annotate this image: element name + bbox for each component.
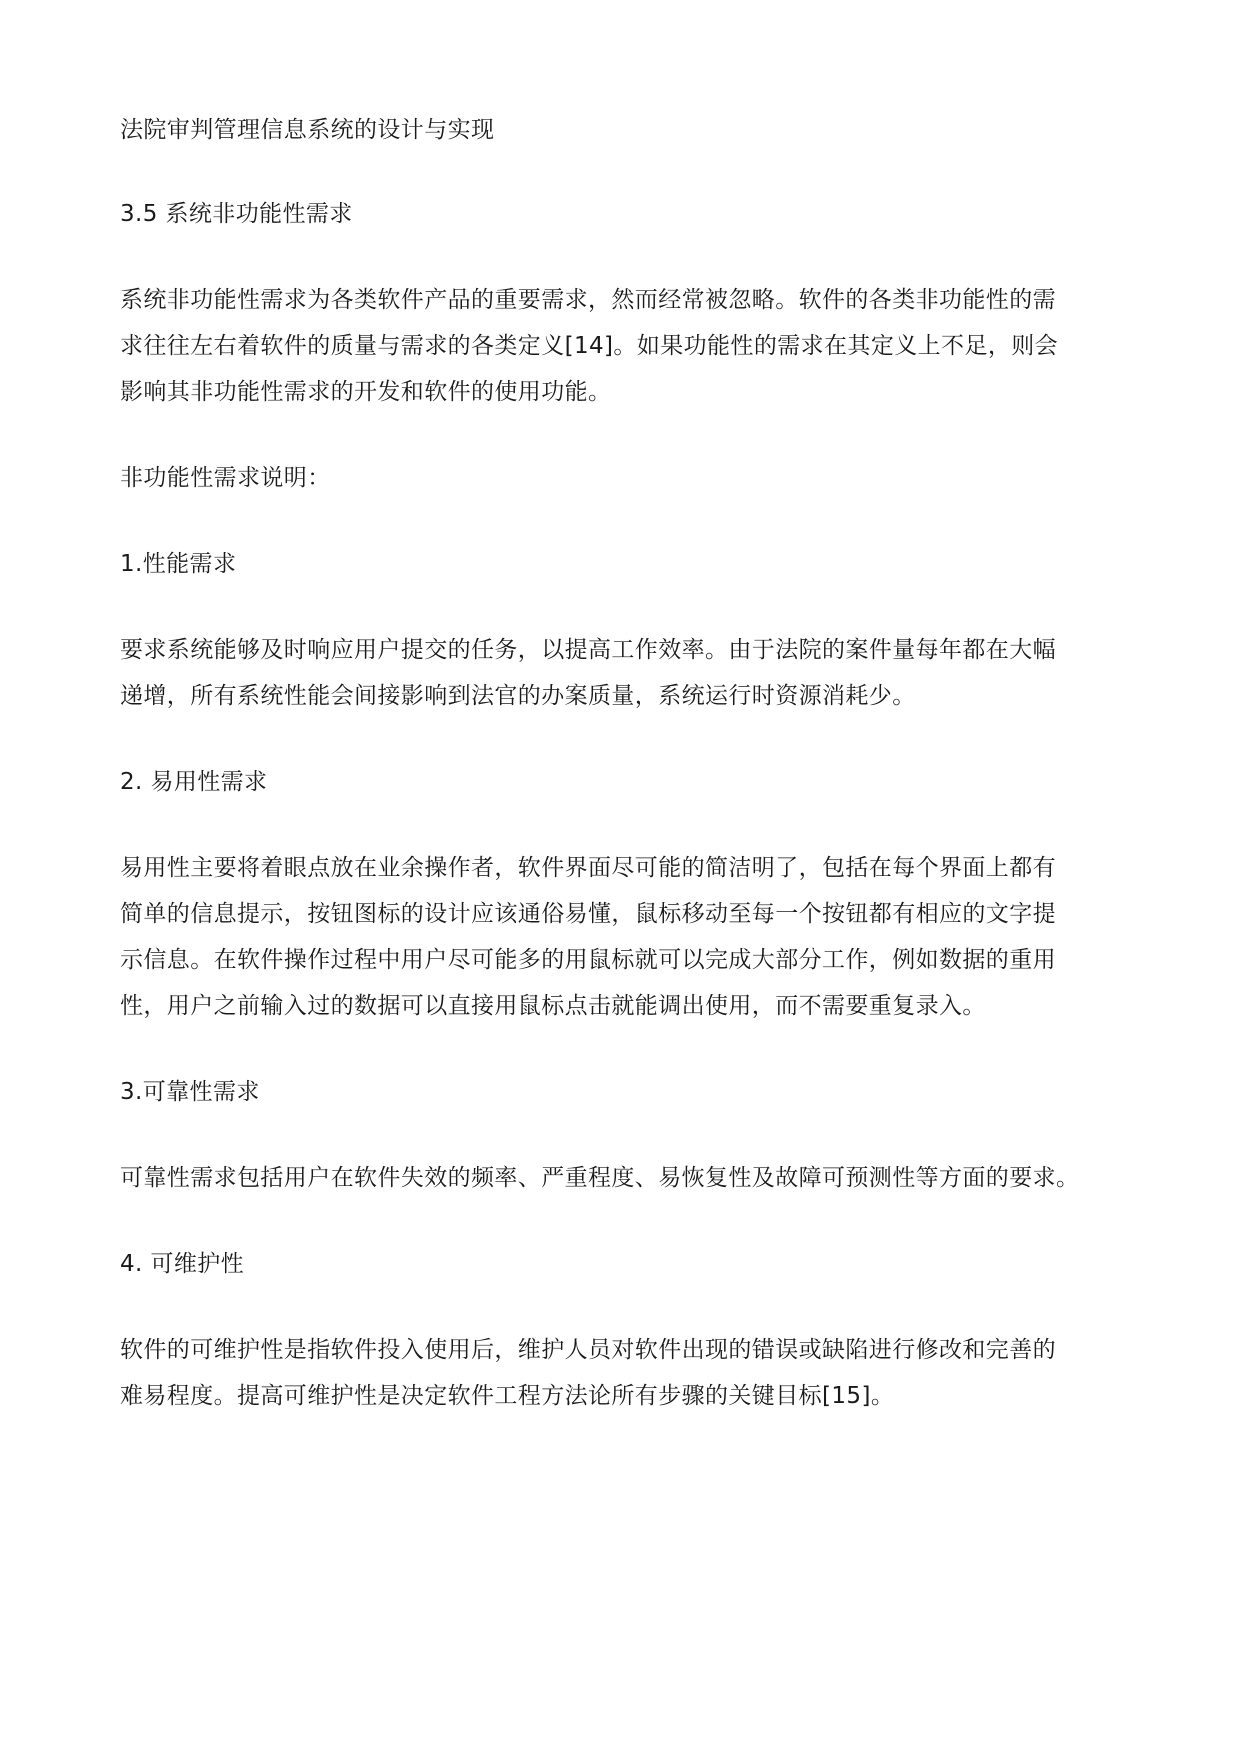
usability-line-1: 易用性主要将着眼点放在业余操作者，软件界面尽可能的简洁明了，包括在每个界面上都有 [120, 855, 1056, 881]
usability-line-4: 性，用户之前输入过的数据可以直接用鼠标点击就能调出使用，而不需要重复录入。 [120, 993, 986, 1019]
item-heading-reliability: 3.可靠性需求 [120, 1079, 260, 1105]
intro-line-1: 系统非功能性需求为各类软件产品的重要需求，然而经常被忽略。软件的各类非功能性的需 [120, 287, 1056, 313]
document-title: 法院审判管理信息系统的设计与实现 [120, 117, 495, 143]
usability-line-3: 示信息。在软件操作过程中用户尽可能多的用鼠标就可以完成大部分工作，例如数据的重用 [120, 947, 1056, 973]
maintainability-line-1: 软件的可维护性是指软件投入使用后，维护人员对软件出现的错误或缺陷进行修改和完善的 [120, 1337, 1056, 1363]
performance-line-2: 递增，所有系统性能会间接影响到法官的办案质量，系统运行时资源消耗少。 [120, 683, 916, 709]
performance-line-1: 要求系统能够及时响应用户提交的任务，以提高工作效率。由于法院的案件量每年都在大幅 [120, 637, 1056, 663]
usability-line-2: 简单的信息提示，按钮图标的设计应该通俗易懂，鼠标移动至每一个按钮都有相应的文字提 [120, 901, 1056, 927]
reliability-line-1: 可靠性需求包括用户在软件失效的频率、严重程度、易恢复性及故障可预测性等方面的要求。 [120, 1165, 1080, 1191]
item-heading-maintainability: 4. 可维护性 [120, 1251, 245, 1277]
item-heading-usability: 2. 易用性需求 [120, 769, 268, 795]
section-heading: 3.5 系统非功能性需求 [120, 201, 353, 227]
maintainability-line-2: 难易程度。提高可维护性是决定软件工程方法论所有步骤的关键目标[15]。 [120, 1383, 895, 1409]
intro-line-2: 求往往左右着软件的质量与需求的各类定义[14]。如果功能性的需求在其定义上不足，则会 [120, 333, 1059, 359]
intro-line-3: 影响其非功能性需求的开发和软件的使用功能。 [120, 379, 612, 405]
item-heading-performance: 1.性能需求 [120, 551, 237, 577]
description-heading: 非功能性需求说明： [120, 465, 331, 491]
